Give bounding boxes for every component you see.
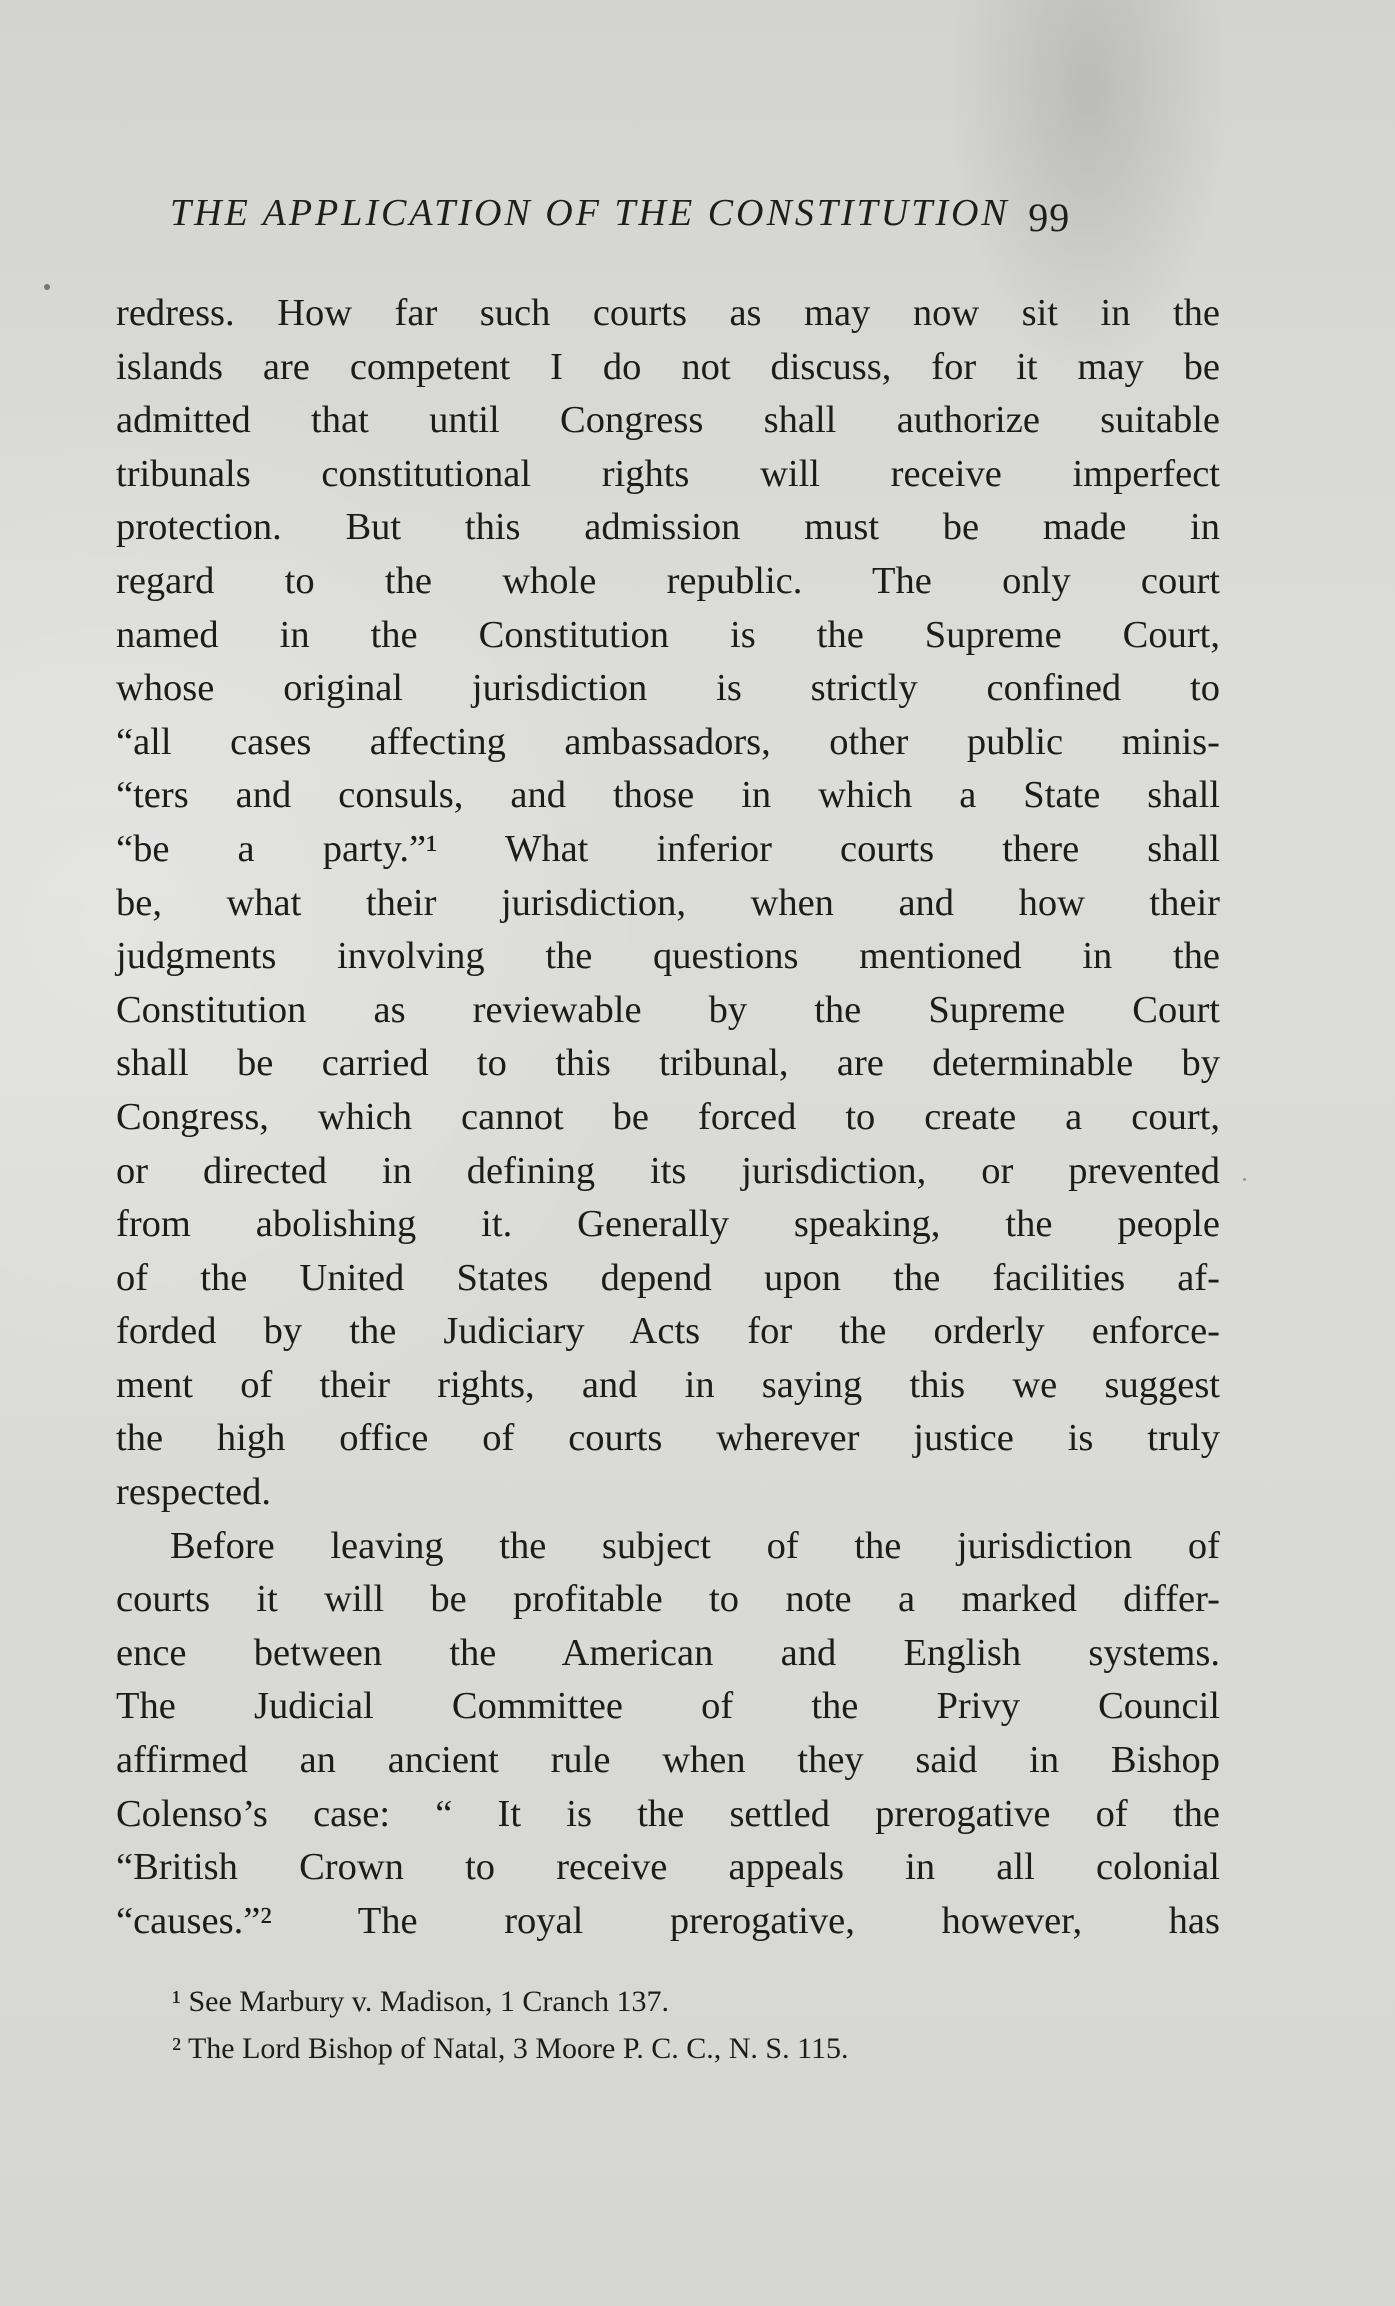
body-line-paragraph-start: Before leaving the subject of the jurisdiction of: [170, 1524, 1220, 1567]
body-line: redress. How far such courts as may now sit in the: [116, 292, 1220, 334]
body-line: “causes.”² The royal prerogative, however, has: [116, 1899, 1220, 1942]
dust-speck: [1243, 1178, 1246, 1181]
body-line: “all cases affecting ambassadors, other public minis-: [116, 720, 1220, 763]
body-line: respected.: [116, 1471, 271, 1514]
dust-speck: [44, 284, 50, 290]
body-line: ence between the American and English systems.: [116, 1631, 1220, 1674]
body-line: judgments involving the questions mentioned in the: [116, 935, 1220, 978]
body-line: “be a party.”¹ What inferior courts there shall: [116, 827, 1220, 870]
running-head: [170, 188, 1250, 248]
footnote-1: ¹ See Marbury v. Madison, 1 Cranch 137.: [172, 1985, 669, 2018]
body-line: shall be carried to this tribunal, are determinable by: [116, 1042, 1220, 1085]
body-line: of the United States depend upon the facilities af-: [116, 1256, 1220, 1299]
body-line: courts it will be profitable to note a marked differ-: [116, 1578, 1220, 1621]
body-line: forded by the Judiciary Acts for the orderly enforce-: [116, 1310, 1220, 1353]
body-line: “ters and consuls, and those in which a State shall: [116, 774, 1220, 817]
body-line: the high office of courts wherever justice is truly: [116, 1417, 1220, 1460]
body-line: islands are competent I do not discuss, for it may be: [116, 345, 1220, 388]
page-number: 99: [1028, 195, 1071, 240]
body-line: “British Crown to receive appeals in all colonial: [116, 1846, 1220, 1889]
body-line: be, what their jurisdiction, when and how their: [116, 881, 1220, 924]
body-line: ment of their rights, and in saying this we suggest: [116, 1363, 1220, 1406]
footnotes: [172, 1978, 1172, 2072]
body-line: named in the Constitution is the Supreme Court,: [116, 613, 1220, 656]
body-text: [116, 287, 1220, 1948]
running-head-title: THE APPLICATION OF THE CONSTITUTION: [170, 192, 1010, 234]
body-line: tribunals constitutional rights will receive imperfect: [116, 452, 1220, 495]
body-line: from abolishing it. Generally speaking, the people: [116, 1203, 1220, 1246]
body-line: Congress, which cannot be forced to create a court,: [116, 1095, 1220, 1138]
body-line: whose original jurisdiction is strictly confined to: [116, 667, 1220, 710]
body-line: admitted that until Congress shall authorize suitable: [116, 399, 1220, 442]
footnote-2: ² The Lord Bishop of Natal, 3 Moore P. C. C., N. S. 115.: [172, 2032, 849, 2065]
body-line: Colenso’s case: “ It is the settled prerogative of the: [116, 1792, 1220, 1835]
body-line: protection. But this admission must be made in: [116, 506, 1220, 549]
body-line: or directed in defining its jurisdiction, or prevented: [116, 1149, 1220, 1192]
body-line: affirmed an ancient rule when they said in Bishop: [116, 1739, 1220, 1782]
body-line: The Judicial Committee of the Privy Council: [116, 1685, 1220, 1728]
body-line: regard to the whole republic. The only court: [116, 559, 1220, 602]
body-line: Constitution as reviewable by the Supreme Court: [116, 988, 1220, 1031]
